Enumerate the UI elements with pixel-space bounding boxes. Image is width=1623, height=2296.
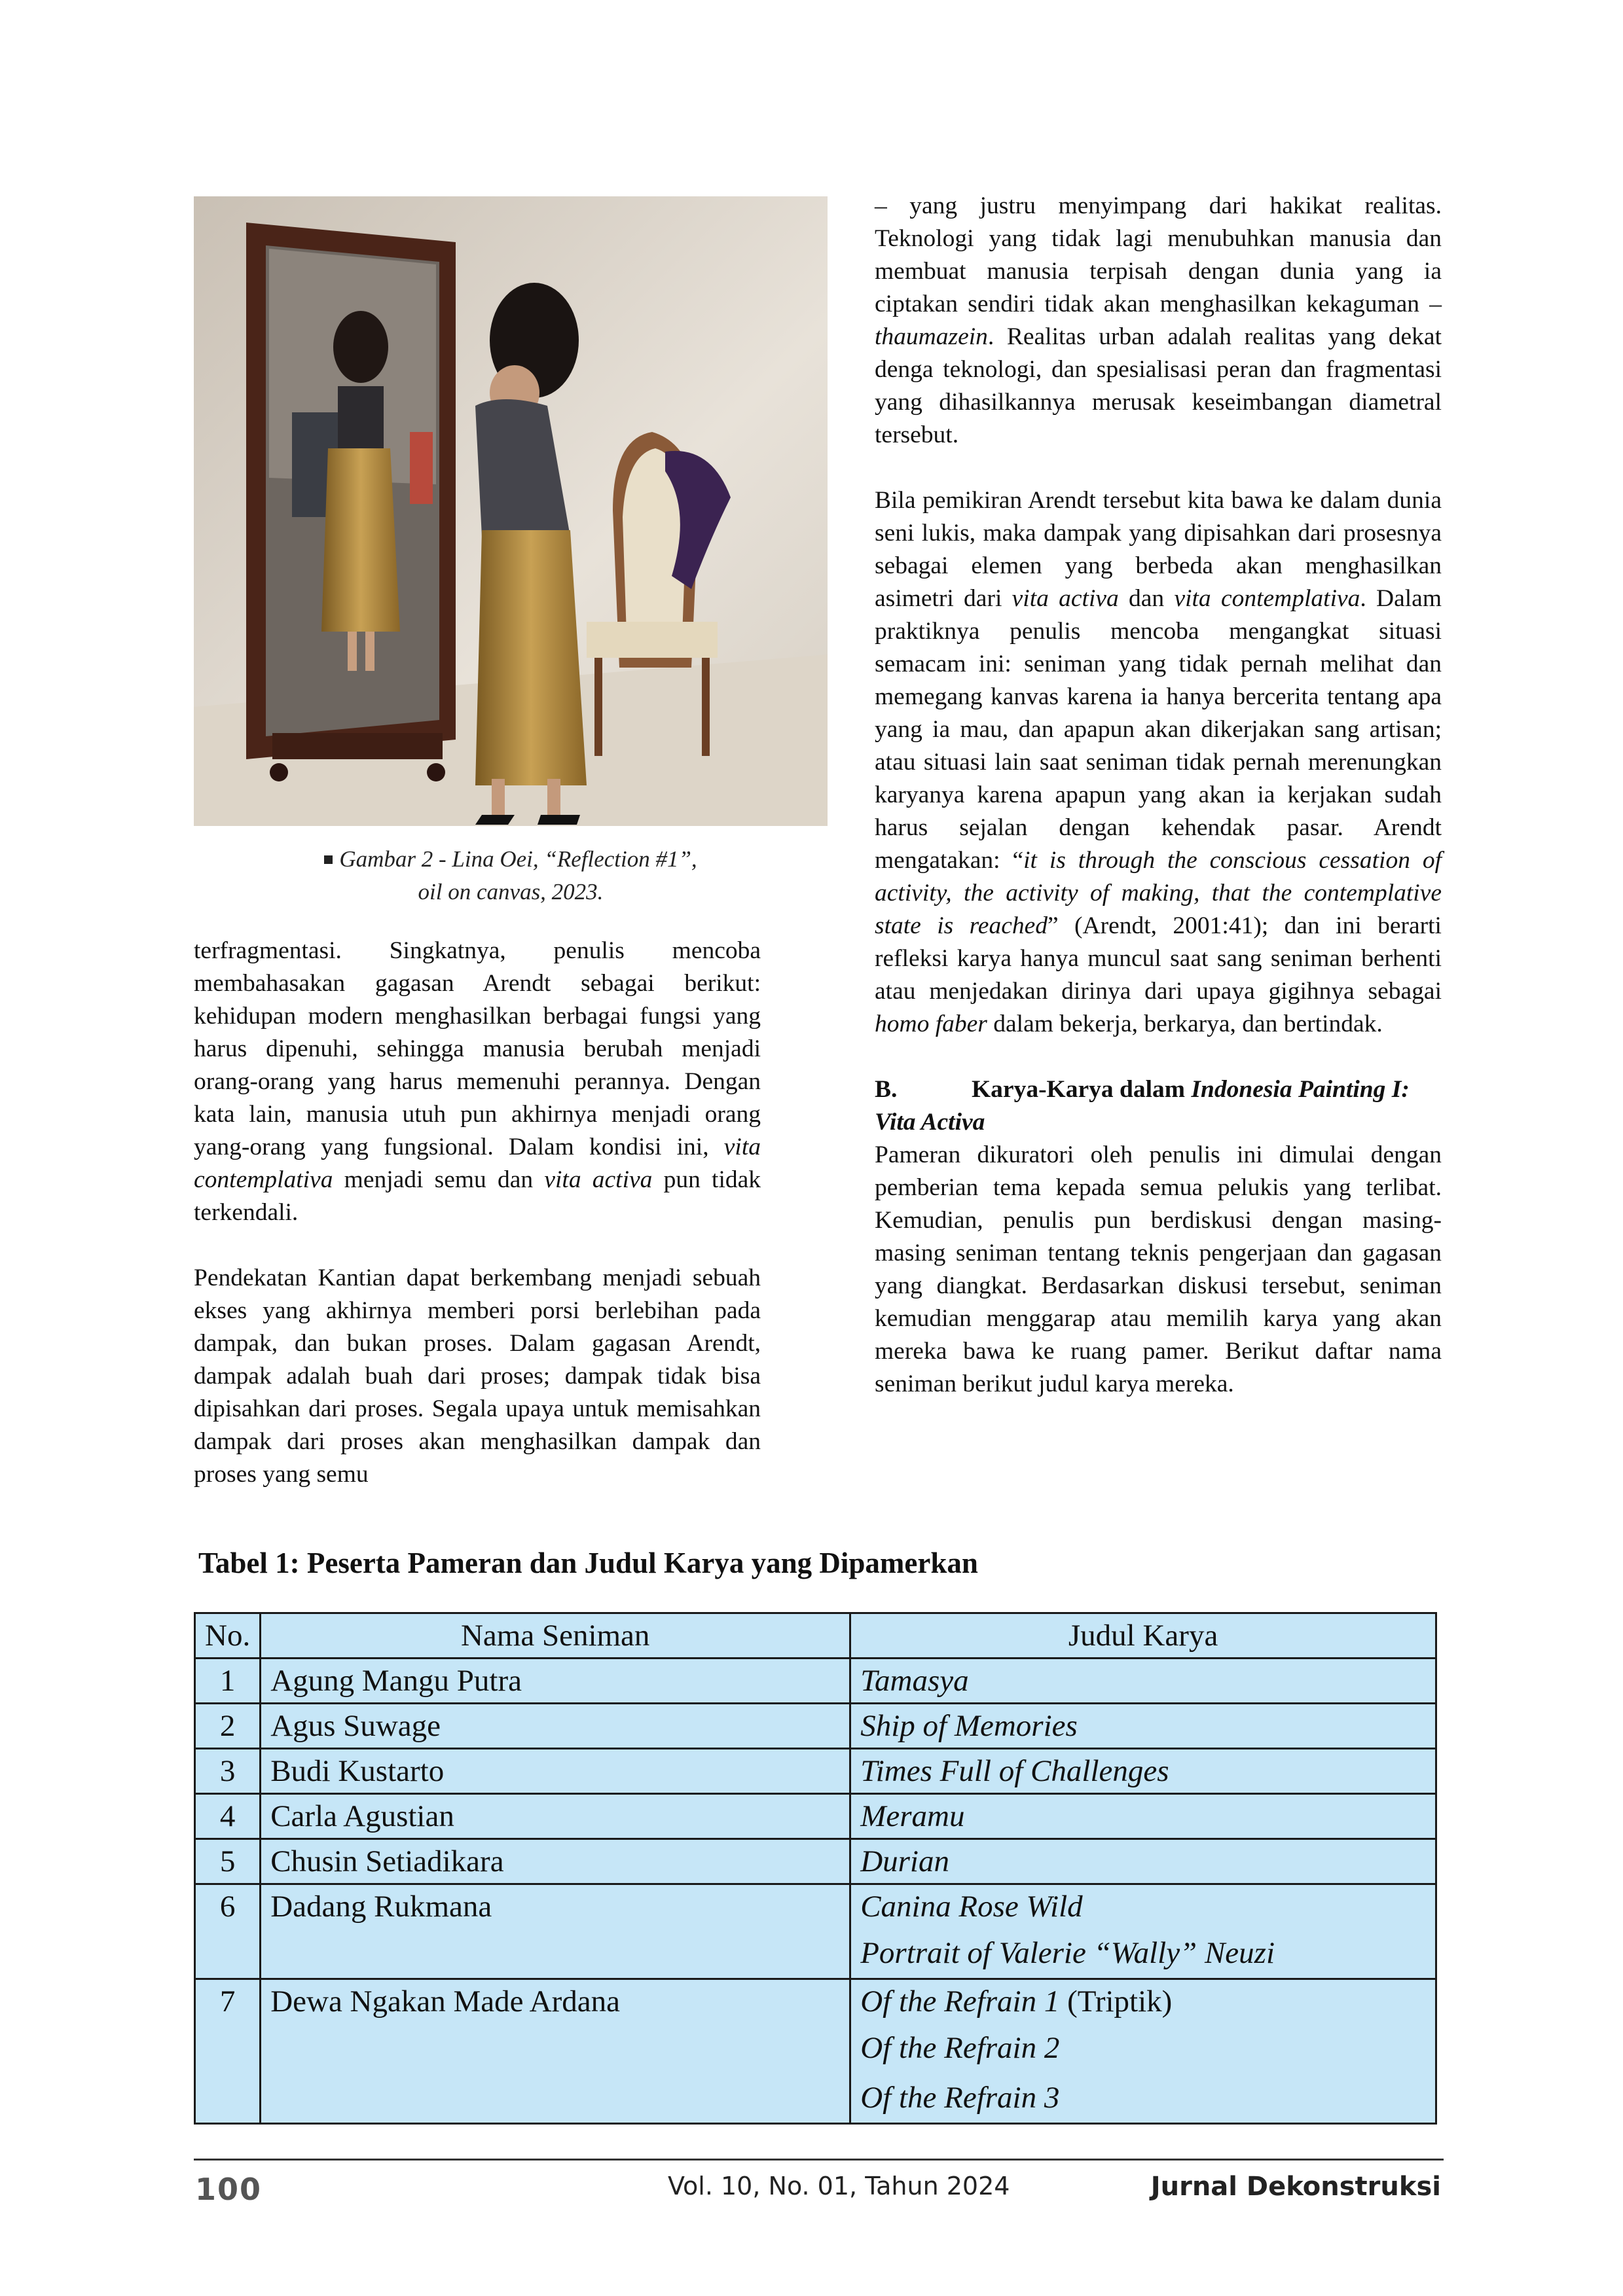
text-run: . Dalam praktiknya penulis mencoba mengangkat situasi semacam ini: seniman yang tidak pernah melihat dan memegang kanvas karena ia hanya bercerita tentang apa yang ia mau, dan apapun akan dikerjakan sang artisan; atau situasi lain saat seniman tidak pernah merenungkan karyanya karena apapun yang akan ia kerjakan sudah harus sejalan dengan kehendak pasar. Arendt mengatakan: “ [875, 585, 1442, 874]
karya-title: Canina Rose Wild [860, 1890, 1083, 1924]
left-paragraph-2: Pendekatan Kantian dapat berkembang menjadi sebuah ekses yang akhirnya memberi porsi berlebihan pada dampak, dan bukan proses. Dalam gagasan Arendt, dampak adalah buah dari proses; dampak tidak bisa dipisahkan dari proses. Segala upaya untuk memisahkan dampak dari proses akan menghasilkan dampak dan proses yang semu [194, 1265, 761, 1488]
left-paragraph-1 [194, 935, 761, 1229]
cell-nama-seniman: Carla Agustian [261, 1794, 850, 1839]
text-run: dalam bekerja, berkarya, dan bertindak. [993, 1011, 1383, 1037]
karya-title-line [860, 1749, 1426, 1793]
karya-title-line [860, 1885, 1426, 1928]
cell-no: 7 [195, 1979, 261, 2124]
italic-term: homo faber [875, 1011, 987, 1037]
footer-rule [194, 2159, 1444, 2161]
cell-no: 2 [195, 1704, 261, 1749]
italic-quote: it is through the conscious cessation of activity, the activity of making, that the contemplative state is reached [875, 847, 1442, 939]
karya-title: Portrait of Valerie “Wally” Neuzi [860, 1936, 1275, 1970]
figure-caption [194, 843, 828, 908]
table-row [195, 1884, 1436, 1979]
karya-title-line [860, 1795, 1426, 1838]
table-row [195, 1749, 1436, 1794]
cell-nama-seniman: Dewa Ngakan Made Ardana [261, 1979, 850, 2124]
karya-title: Times Full of Challenges [860, 1754, 1169, 1788]
table-title: Tabel 1: Peserta Pameran dan Judul Karya yang Dipamerkan [198, 1547, 978, 1579]
text-run: – yang justru menyimpang dari hakikat realitas. Teknologi yang tidak lagi menubuhkan manusia dan membuat manusia terpisah dengan dunia yang ia ciptakan sendiri tidak akan menghasilkan kekaguman – [875, 192, 1442, 317]
header-no: No. [195, 1613, 261, 1659]
volume-info: Vol. 10, No. 01, Tahun 2024 [668, 2172, 1010, 2200]
karya-title-line [860, 1704, 1426, 1748]
cell-judul-karya [850, 1794, 1436, 1839]
italic-term: vita activa [1012, 585, 1119, 612]
table-row [195, 1659, 1436, 1704]
caption-line-1 [194, 843, 828, 876]
karya-title-line [860, 1840, 1426, 1883]
cell-nama-seniman: Dadang Rukmana [261, 1884, 850, 1979]
table-header-row [195, 1613, 1436, 1659]
karya-title-line [860, 1980, 1426, 2023]
painting-image [194, 196, 828, 826]
table-row [195, 1979, 1436, 2124]
cell-no: 3 [195, 1749, 261, 1794]
table-row [195, 1704, 1436, 1749]
section-heading [875, 1073, 1442, 1139]
cell-judul-karya [850, 1839, 1436, 1884]
header-karya: Judul Karya [850, 1613, 1436, 1659]
cell-judul-karya [850, 1884, 1436, 1979]
page-number: 100 [195, 2172, 263, 2207]
karya-title: Durian [860, 1844, 949, 1878]
italic-term: vita contemplativa [1174, 585, 1360, 612]
italic-term: vita contemplativa [194, 1134, 761, 1193]
caption-text-1: Gambar 2 - Lina Oei, “Reflection #1”, [339, 846, 697, 872]
cell-judul-karya [850, 1704, 1436, 1749]
section-number: B. [875, 1076, 898, 1103]
left-column [194, 935, 761, 1491]
right-column [875, 190, 1442, 1401]
cell-no: 6 [195, 1884, 261, 1979]
bullet-square-icon [324, 855, 333, 864]
karya-title: Of the Refrain 2 [860, 2031, 1060, 2065]
cell-nama-seniman: Agung Mangu Putra [261, 1659, 850, 1704]
text-run: . Realitas urban adalah realitas yang dekat denga teknologi, dan spesialisasi peran dan fragmentasi yang dihasilkannya merusak keseimbangan diametral tersebut. [875, 323, 1442, 448]
section-title-italic: Indonesia Painting I: Vita Activa [875, 1076, 1410, 1136]
text-run: terfragmentasi. Singkatnya, penulis mencoba membahasakan gagasan Arendt sebagai berikut: kehidupan modern menghasilkan berbagai fungsi yang harus dipenuhi, sehingga manusia berubah menjadi orang-orang yang harus memenuhi perannya. Dengan kata lain, manusia utuh pun akhirnya menjadi orang yang-orang yang fungsional. Dalam kondisi ini, [194, 937, 761, 1160]
karya-title-line [860, 2023, 1426, 2073]
italic-term: thaumazein [875, 323, 988, 350]
table-row [195, 1839, 1436, 1884]
right-paragraph-2 [875, 484, 1442, 1041]
section-title: Karya-Karya dalam [972, 1076, 1186, 1103]
karya-suffix: (Triptik) [1059, 1984, 1173, 2018]
cell-judul-karya [850, 1979, 1436, 2124]
text-run: ” (Arendt, 2001:41); dan ini berarti refleksi karya hanya muncul saat sang seniman berhenti atau menjedakan dirinya dari upaya gigihnya sebagai [875, 912, 1442, 1005]
karya-title: Tamasya [860, 1664, 969, 1698]
cell-nama-seniman: Chusin Setiadikara [261, 1839, 850, 1884]
right-paragraph-3: Pameran dikuratori oleh penulis ini dimulai dengan pemberian tema kepada semua pelukis yang terlibat. Kemudian, penulis pun berdiskusi dengan masing-masing seniman tentang teknis pengerjaan dan gagasan yang diangkat. Berdasarkan diskusi tersebut, seniman kemudian menggarap atau memilih karya yang akan mereka bawa ke ruang pamer. Berikut daftar nama seniman berikut judul karya mereka. [875, 1141, 1442, 1397]
karya-title: Ship of Memories [860, 1709, 1078, 1743]
italic-term: vita activa [544, 1166, 653, 1193]
right-paragraph-1 [875, 190, 1442, 452]
karya-title-line [860, 1659, 1426, 1702]
cell-judul-karya [850, 1749, 1436, 1794]
karya-title: Of the Refrain 3 [860, 2081, 1060, 2115]
karya-title-line [860, 2073, 1426, 2123]
caption-line-2: oil on canvas, 2023. [418, 879, 604, 905]
cell-judul-karya [850, 1659, 1436, 1704]
cell-no: 4 [195, 1794, 261, 1839]
text-run: dan [1129, 585, 1165, 612]
cell-nama-seniman: Budi Kustarto [261, 1749, 850, 1794]
text-run: Bila pemikiran Arendt tersebut kita bawa ke dalam dunia seni lukis, maka dampak yang dipisahkan dari prosesnya sebagai elemen yang berbeda akan menghasilkan asimetri dari [875, 487, 1442, 612]
cell-nama-seniman: Agus Suwage [261, 1704, 850, 1749]
text-run: pun tidak terkendali. [194, 1166, 761, 1226]
karya-title: Meramu [860, 1799, 965, 1833]
karya-title-line [860, 1928, 1426, 1978]
cell-no: 1 [195, 1659, 261, 1704]
painting-figure [194, 196, 828, 826]
participants-table [194, 1612, 1437, 2125]
table-row [195, 1794, 1436, 1839]
karya-title: Of the Refrain 1 [860, 1984, 1060, 2018]
journal-name: Jurnal Dekonstruksi [1150, 2172, 1441, 2202]
text-run: menjadi semu dan [344, 1166, 534, 1193]
header-nama: Nama Seniman [261, 1613, 850, 1659]
cell-no: 5 [195, 1839, 261, 1884]
